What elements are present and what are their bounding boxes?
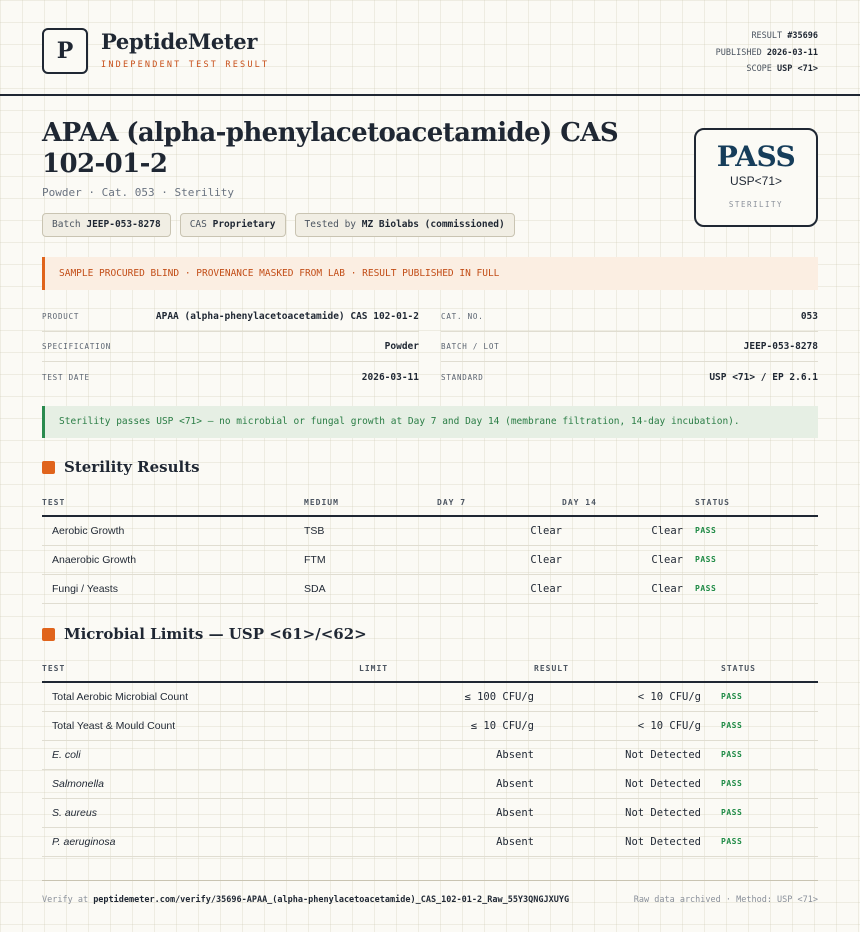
- medium: FTM: [304, 545, 437, 574]
- microbial-limits-table: [42, 655, 818, 857]
- test-name: Aerobic Growth: [42, 516, 304, 545]
- test-name: P. aeruginosa: [42, 827, 359, 856]
- info-value: APAA (alpha-phenylacetoacetamide) CAS 102-01-2: [155, 311, 419, 322]
- info-row: [441, 332, 818, 362]
- result: Not Detected: [534, 827, 721, 856]
- limit: Absent: [359, 827, 534, 856]
- result-label: RESULT: [751, 31, 783, 41]
- scope-label: SCOPE: [746, 64, 772, 74]
- table-row: [42, 769, 818, 798]
- info-row: [42, 362, 419, 392]
- result: < 10 CFU/g: [534, 682, 721, 711]
- limit: Absent: [359, 740, 534, 769]
- day14-result: Clear: [562, 516, 695, 545]
- col-header: MEDIUM: [304, 489, 437, 516]
- result-meta: [716, 28, 818, 78]
- info-row: [42, 332, 419, 362]
- medium: TSB: [304, 516, 437, 545]
- info-value: USP <71> / EP 2.6.1: [709, 371, 818, 383]
- chip-label: Tested by: [304, 219, 357, 230]
- product-chips: [42, 213, 515, 237]
- table-header-row: [42, 489, 818, 516]
- medium: SDA: [304, 574, 437, 603]
- status-badge: PASS: [721, 682, 818, 711]
- status-badge: PASS: [721, 827, 818, 856]
- verdict-standard: USP<71>: [729, 174, 783, 188]
- limit: ≤ 10 CFU/g: [359, 711, 534, 740]
- limit: ≤ 100 CFU/g: [359, 682, 534, 711]
- result-summary: Sterility passes USP <71> — no microbial or fungal growth at Day 7 and Day 14 (membrane filtration, 14-day incubation).: [42, 406, 818, 438]
- procurement-notice: SAMPLE PROCURED BLIND · PROVENANCE MASKED FROM LAB · RESULT PUBLISHED IN FULL: [42, 257, 818, 290]
- chip-value: JEEP-053-8278: [86, 219, 161, 230]
- sterility-table: [42, 489, 818, 604]
- scope-value: USP <71>: [777, 64, 818, 74]
- day7-result: Clear: [437, 574, 562, 603]
- status-badge: PASS: [695, 516, 818, 545]
- section-heading: Microbial Limits — USP <61>/<62>: [64, 625, 367, 643]
- col-header: STATUS: [721, 655, 818, 682]
- day7-result: Clear: [437, 516, 562, 545]
- info-left-column: [42, 302, 419, 392]
- col-header: DAY 14: [562, 489, 695, 516]
- result-id: #35696: [787, 31, 818, 41]
- batch-chip: [42, 213, 171, 237]
- info-label: STANDARD: [441, 372, 484, 382]
- brand-tagline: INDEPENDENT TEST RESULT: [101, 60, 270, 70]
- chip-value: MZ Biolabs (commissioned): [361, 219, 505, 230]
- verify-line: [42, 895, 569, 905]
- section-marker-icon: [42, 461, 55, 474]
- table-row: [42, 827, 818, 856]
- day14-result: Clear: [562, 545, 695, 574]
- info-row: [42, 302, 419, 332]
- table-row: [42, 711, 818, 740]
- result: Not Detected: [534, 769, 721, 798]
- info-label: CAT. NO.: [441, 312, 484, 321]
- section-heading: Sterility Results: [64, 458, 200, 476]
- col-header: RESULT: [534, 655, 721, 682]
- chip-label: Batch: [52, 219, 81, 230]
- cas-chip: [180, 213, 286, 237]
- test-name: Anaerobic Growth: [42, 545, 304, 574]
- col-header: DAY 7: [437, 489, 562, 516]
- archive-note: Raw data archived · Method: USP <71>: [633, 895, 818, 905]
- status-badge: PASS: [721, 798, 818, 827]
- col-header: TEST: [42, 489, 304, 516]
- table-header-row: [42, 655, 818, 682]
- info-value: JEEP-053-8278: [743, 341, 818, 352]
- info-row: [441, 362, 818, 392]
- col-header: TEST: [42, 655, 359, 682]
- status-badge: PASS: [721, 769, 818, 798]
- limit: Absent: [359, 769, 534, 798]
- result: < 10 CFU/g: [534, 711, 721, 740]
- verify-prefix: Verify at: [42, 895, 89, 905]
- chip-label: CAS: [189, 219, 207, 230]
- col-header: STATUS: [695, 489, 818, 516]
- result: Not Detected: [534, 740, 721, 769]
- report-footer: [42, 880, 818, 905]
- tested-by-chip: [295, 213, 515, 237]
- status-badge: PASS: [721, 711, 818, 740]
- info-right-column: [441, 302, 818, 392]
- day7-result: Clear: [437, 545, 562, 574]
- info-label: PRODUCT: [42, 312, 80, 321]
- brand-name: PeptideMeter: [101, 29, 258, 54]
- test-name: Total Aerobic Microbial Count: [42, 682, 359, 711]
- table-row: [42, 740, 818, 769]
- limit: Absent: [359, 798, 534, 827]
- table-row: [42, 545, 818, 574]
- info-value: 2026-03-11: [361, 371, 419, 383]
- table-row: [42, 516, 818, 545]
- day14-result: Clear: [562, 574, 695, 603]
- report-header: [0, 0, 860, 96]
- logo-mark: P: [42, 28, 88, 74]
- info-row: [441, 302, 818, 332]
- status-badge: PASS: [721, 740, 818, 769]
- table-row: [42, 574, 818, 603]
- verdict-category: STERILITY: [728, 200, 784, 209]
- published-date: 2026-03-11: [766, 47, 818, 58]
- test-name: Fungi / Yeasts: [42, 574, 304, 603]
- info-label: SPECIFICATION: [42, 342, 112, 351]
- table-row: [42, 682, 818, 711]
- product-title: APAA (alpha-phenylacetoacetamide) CAS 102-01-2: [42, 118, 619, 179]
- info-value: 053: [800, 311, 818, 322]
- test-name: E. coli: [42, 740, 359, 769]
- info-value: Powder: [384, 341, 419, 352]
- status-badge: PASS: [695, 545, 818, 574]
- verify-link[interactable]: peptidemeter.com/verify/35696-APAA_(alpha-phenylacetoacetamide)_CAS_102-01-2_Raw_55Y3QNGJXUYG: [93, 895, 570, 905]
- col-header: LIMIT: [359, 655, 534, 682]
- chip-value: Proprietary: [212, 219, 276, 230]
- verdict-word: PASS: [716, 140, 796, 173]
- published-label: PUBLISHED: [715, 47, 762, 58]
- test-name: S. aureus: [42, 798, 359, 827]
- status-badge: PASS: [695, 574, 818, 603]
- section-marker-icon: [42, 628, 55, 641]
- info-label: BATCH / LOT: [441, 342, 500, 351]
- result: Not Detected: [534, 798, 721, 827]
- test-name: Total Yeast & Mould Count: [42, 711, 359, 740]
- info-label: TEST DATE: [42, 372, 90, 382]
- test-name: Salmonella: [42, 769, 359, 798]
- microbial-section-title: [42, 625, 367, 643]
- sterility-section-title: [42, 458, 200, 476]
- verdict-badge: [694, 128, 818, 227]
- table-row: [42, 798, 818, 827]
- product-subtitle: Powder · Cat. 053 · Sterility: [42, 186, 235, 199]
